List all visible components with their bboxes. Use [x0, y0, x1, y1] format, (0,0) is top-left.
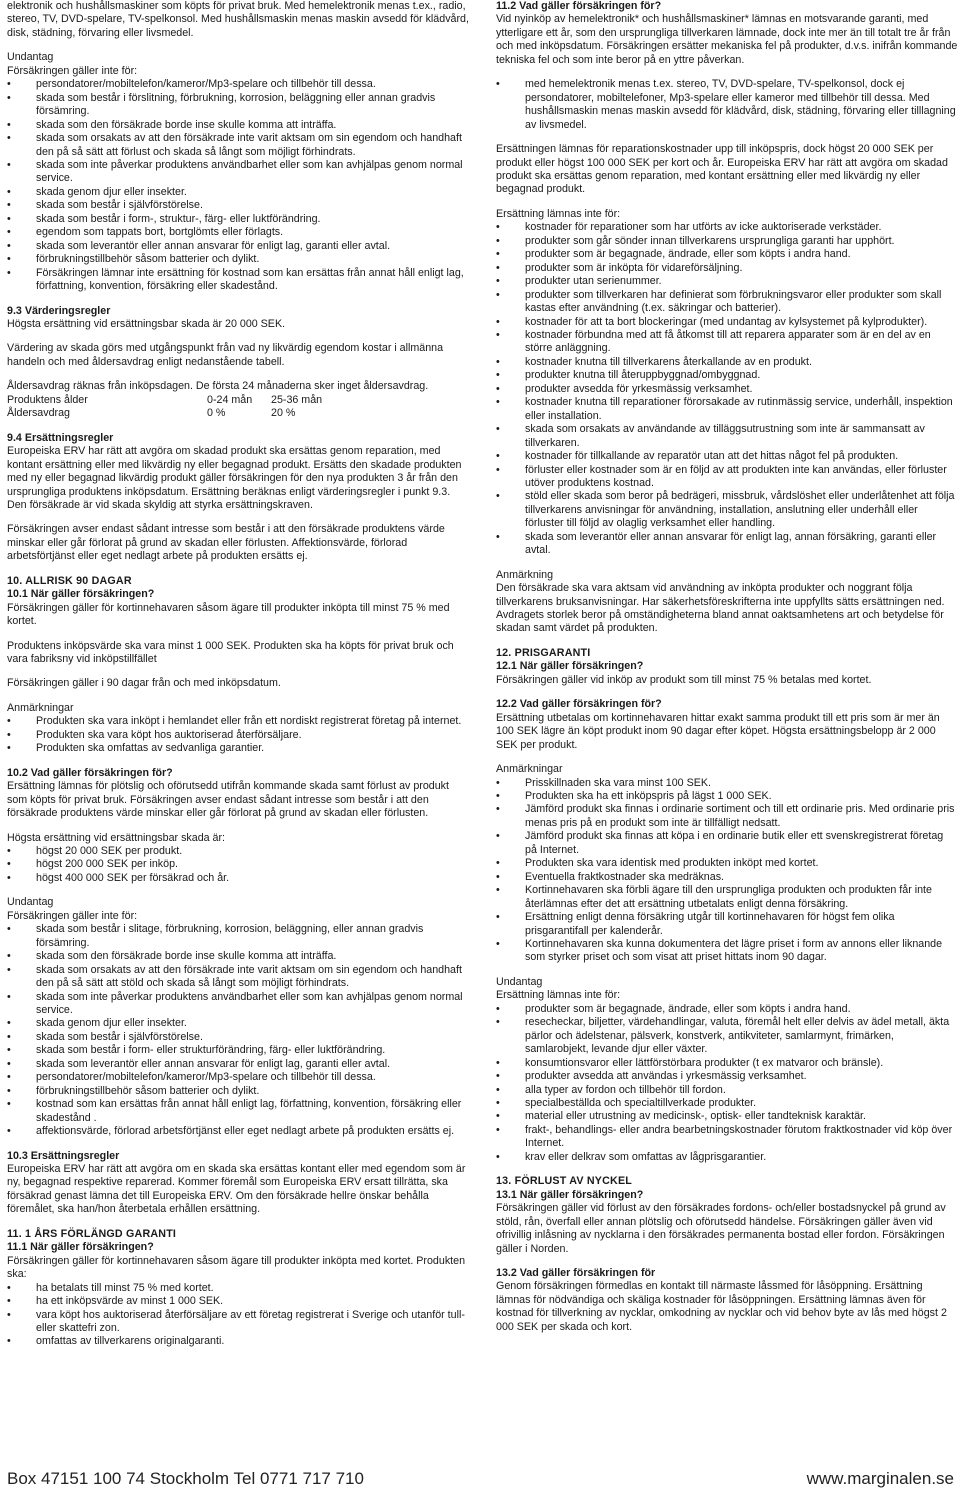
section-title: 11. 1 ÅRS FÖRLÄNGD GARANTI [7, 1227, 177, 1240]
right-column [496, 0, 958, 1334]
list-item: • kostnader knutna till tillverkarens återkallande av en produkt. [496, 356, 958, 369]
list-item: • kostnader förbundna med att få åtkomst till att reparera apparater som är en del av en större anläggning. [496, 329, 958, 356]
table-cell: Produktens ålder [7, 393, 88, 406]
paragraph: Ersättning lämnas för plötslig och oförutsedd utifrån kommande skada samt förlust av produkt som köpts för privat bruk. Försäkringen avser endast sådant intresse som består i att den försäkrade produktens värde minskar eller går förlorat på grund av skadan eller förlusten. [7, 780, 449, 820]
section-10-value [7, 640, 469, 667]
intro-block [7, 0, 469, 40]
section-12-2-remarks [496, 763, 958, 965]
list-item: • produkter som går sönder innan tillverkarens ursprungliga garanti har upphört. [496, 235, 958, 248]
section-11-2-definitions [496, 78, 958, 132]
paragraph: Försäkringen gäller i 90 dagar från och med inköpsdatum. [7, 677, 281, 690]
list-item: • skada som leverantör eller annan ansvarar för enligt lag, annan försäkring, garanti eller avtal. [496, 531, 958, 558]
list-item: • med hemelektronik menas t.ex. stereo, TV, DVD-spelare, TV-spelkonsol, dock ej persondatorer, mobiltelefoner, Mp3-spelare eller kameror med tillbehör till dessa. Med hushållsmaskin menas maskin avsedd för klädvård, disk, städning, förvaring eller tilllagning av livsmedel. [496, 78, 958, 132]
list-item: • Kortinnehavaren ska förbli ägare till den ursprungliga produkten och produkten får inte återlämnas efter det att ersättning utbetalats enligt denna försäkring. [496, 884, 958, 911]
section-heading: 10.3 Ersättningsregler [7, 1149, 120, 1162]
section-13-2 [496, 1267, 958, 1334]
section-heading: 13.1 När gäller försäkringen? [496, 1188, 644, 1201]
undantag-lead: Ersättning lämnas inte för: [496, 989, 621, 1002]
intro-text: elektronik och hushållsmaskiner som köpts för privat bruk. Med hemelektronik menas t.ex., radio, stereo, TV, DVD-spelare, TV-spelkonsol. Med hushållsmaskin menas maskin avsedd för klädvård, disk, städning, förvaring eller livsmedel. [7, 0, 469, 39]
remark-title: Anmärkning [496, 568, 554, 581]
table-cell: 0-24 mån [207, 393, 253, 406]
exclusions-lead: Ersättning lämnas inte för: [496, 207, 621, 220]
list-item: • skada som består i självförstörelse. [7, 1031, 469, 1044]
list-item: • konsumtionsvaror eller lättförstörbara produkter (t ex matvaror och bränsle). [496, 1057, 958, 1070]
list-item: • skada som inte påverkar produktens användbarhet eller som kan avhjälpas genom normal service. [7, 159, 469, 186]
undantag-list [7, 78, 469, 293]
section-10-3 [7, 1150, 469, 1217]
list-item: • affektionsvärde, förlorad arbetsförtjänst eller eget nedlagt arbete på produkten ersätts ej. [7, 1125, 469, 1138]
section-12 [496, 647, 958, 687]
list-item: • Prisskillnaden ska vara minst 100 SEK. [496, 777, 958, 790]
paragraph: Den försäkrade ska vara aktsam vid användning av inköpta produkter och noggrant följa tillverkarens bruksanvisningar. Har säkerhetsföreskrifterna inte uppfyllts sätts ersättningen ned. Avdragets storlek beror på omständigheterna bland annat oaktsamhetens art och betydelse för skadan samt värdet på produkten. [496, 582, 945, 635]
paragraph: Värdering av skada görs med utgångspunkt från vad ny likvärdig egendom kostar i allmänna handeln och med åldersavdrag enligt nedanstående tabell. [7, 342, 444, 368]
section-11 [7, 1228, 469, 1349]
section-heading: 12.1 När gäller försäkringen? [496, 660, 644, 673]
undantag-section-1 [7, 51, 469, 293]
undantag-title: Undantag [496, 975, 543, 988]
list-item: • frakt-, behandlings- eller andra bearbetningskostnader förutom fraktkostnader vid köp över Internet. [496, 1124, 958, 1151]
remarks-title: Anmärkningar [7, 701, 74, 714]
list-item: • kostnader för reparationer som har utförts av icke auktoriserade verkstäder. [496, 221, 958, 234]
list-item: • skada som består i form- eller strukturförändring, färg- eller luktförändring. [7, 1044, 469, 1057]
section-11-2 [496, 0, 958, 67]
remarks-list [496, 777, 958, 965]
undantag-list [496, 1003, 958, 1164]
list-item: • skada som består i form-, struktur-, färg- eller luktförändring. [7, 213, 469, 226]
undantag-title: Undantag [7, 896, 54, 909]
section-9-3-valuation [7, 342, 469, 369]
list-item: • kostnader knutna till reparationer förorsakade av rutinmässig service, underhåll, inspektion eller installation. [496, 396, 958, 423]
list-item: • Produkten ska vara köpt hos auktoriserad återförsäljare. [7, 729, 469, 742]
list-item: • Försäkringen lämnar inte ersättning för kostnad som kan ersättas från annat håll enligt lag, författning, konvention, försäkring eller skadestånd. [7, 267, 469, 294]
section-heading: 9.4 Ersättningsregler [7, 431, 114, 444]
list-item: • specialbeställda och specialtillverkade produkter. [496, 1097, 958, 1110]
undantag-lead: Försäkringen gäller inte för: [7, 909, 138, 922]
list-item: • kostnader för att ta bort blockeringar (med undantag av kylsystemet på kylprodukter). [496, 316, 958, 329]
list-item: • material eller utrustning av medicinsk-, optisk- eller tandteknisk karaktär. [496, 1110, 958, 1123]
list-item: • Jämförd produkt ska finnas i ordinarie sortiment och till ett ordinarie pris. Med ordinarie pris menas pris på en produkt som inte är tillfälligt nedsatt. [496, 803, 958, 830]
list-item: • skada som orsakats av att den försäkrade inte varit aktsam om sin egendom och handhaft den på så sätt att stöld och skada så långt som möjligt förhindrats. [7, 964, 469, 991]
paragraph: Europeiska ERV har rätt att avgöra om en skada ska ersättas kontant eller med egendom som är ny, begagnad respektive reparerad. Kommer föremål som Europeiska ERV ersatt tillrätta, ska försäkrad genast lämna det till Europeiska ERV. Om den försäkrade hellre önskar behålla föremålet, ska han/hon återbetala erhållen ersättning. [7, 1162, 466, 1216]
list-item: • Produkten ska omfattas av sedvanliga garantier. [7, 742, 469, 755]
list-item: • Jämförd produkt ska finnas att köpa i en ordinarie butik eller ett svenskregistrerat företag på Internet. [496, 830, 958, 857]
paragraph: Försäkringen avser endast sådant intresse som består i att den försäkrade produktens värde minskar eller går förlorat på grund av skadan eller förlusten. Affektionsvärde, förlorad arbetsförtjänst eller eget nedlagt arbete på produkten ersätts ej. [7, 523, 445, 563]
requirements-list [7, 1282, 469, 1349]
section-heading: 10.2 Vad gäller försäkringen för? [7, 766, 173, 779]
list-item: • persondatorer/mobiltelefon/kameror/Mp3-spelare och tillbehör till dessa. [7, 78, 469, 91]
list-item: • skada som består i självförstörelse. [7, 199, 469, 212]
list-item: • förbrukningstillbehör såsom batterier och dylikt. [7, 1085, 469, 1098]
limits-list [7, 845, 469, 885]
list-item: • högst 400 000 SEK per försäkrad och år. [7, 872, 469, 885]
list-item: • skada som den försäkrade borde inse skulle komma att inträffa. [7, 950, 469, 963]
list-item: • Ersättning enligt denna försäkring utgår till kortinnehavaren för högst fem olika prisgarantifall per kalenderår. [496, 911, 958, 938]
list-item: • Produkten ska ha ett inköpspris på lägst 1 000 SEK. [496, 790, 958, 803]
list-item: • vara köpt hos auktoriserad återförsäljare av ett företag registrerat i Sverige och utanför tull- eller skattefri zon. [7, 1309, 469, 1336]
section-heading: 11.1 När gäller försäkringen? [7, 1241, 154, 1254]
list-item: • kostnader för tillkallande av reparatör utan att det hittas något fel på produkten. [496, 450, 958, 463]
list-item: • produkter utan serienummer. [496, 275, 958, 288]
section-heading: 9.3 Värderingsregler [7, 304, 111, 317]
section-title: 12. PRISGARANTI [496, 646, 591, 659]
undantag-list [7, 923, 469, 1138]
section-9-4 [7, 432, 469, 513]
paragraph: Åldersavdrag räknas från inköpsdagen. De första 24 månaderna sker inget åldersavdrag. [7, 380, 429, 393]
list-item: • skada genom djur eller insekter. [7, 186, 469, 199]
list-item: • produkter avsedda att användas i yrkesmässig verksamhet. [496, 1070, 958, 1083]
footer-website-link[interactable]: www.marginalen.se [806, 1469, 954, 1488]
section-10-2 [7, 767, 469, 821]
paragraph: Genom försäkringen förmedlas en kontakt till närmaste låssmed för låsöppning. Ersättning lämnas för nödvändiga och skäliga kostnader för låsöppningen. Ersättning lämnas även för kostnad för tillverkning av nycklar, omkodning av nycklar och vid behov byte av lås med högst 2 000 SEK per skada och kort. [496, 1280, 947, 1333]
section-10-period [7, 677, 469, 690]
list-item: • Kortinnehavaren ska kunna dokumentera det lägre priset i form av annons eller liknande som styrker priset och som visat att priset hittats inom 90 dagar. [496, 938, 958, 965]
list-item: • produkter som är begagnade, ändrade, eller som köpts i andra hand. [496, 248, 958, 261]
list-item: • kostnad som kan ersättas från annat håll enligt lag, författning, konvention, försäkring eller skadestånd . [7, 1098, 469, 1125]
list-item: • skada som den försäkrade borde inse skulle komma att inträffa. [7, 119, 469, 132]
list-item: • krav eller delkrav som omfattas av lågprisgarantier. [496, 1151, 958, 1164]
list-item: • högst 200 000 SEK per inköp. [7, 858, 469, 871]
paragraph: Försäkringen gäller vid inköp av produkt som till minst 75 % betalas med kortet. [496, 673, 872, 686]
age-deduction-table [7, 394, 322, 421]
paragraph: Produktens inköpsvärde ska vara minst 1 000 SEK. Produkten ska ha köpts för privat bruk och vara fabriksny vid inköpstillfället [7, 639, 454, 666]
table-cell: 0 % [207, 407, 226, 420]
remarks-title: Anmärkningar [496, 763, 563, 776]
list-item: • produkter knutna till återuppbyggnad/ombyggnad. [496, 369, 958, 382]
list-item: • skada som orsakats av användande av tilläggsutrustning som inte är sammansatt av tillverkaren. [496, 423, 958, 450]
paragraph: Ersättningen lämnas för reparationskostnader upp till inköpspris, dock högst 20 000 SEK per produkt eller högst 100 000 SEK per kort och år. Europeiska ERV har rätt att avgöra om skadad produkt ska ersättas genom reparation, med kontant ersättning eller med likvärdig ny eller begagnad produkt. [496, 143, 948, 196]
paragraph: Vid nyinköp av hemelektronik* och hushållsmaskiner* lämnas en motsvarande garanti, med ytterligare ett år, som den ursprungliga tillverkaren lämnade, dock inte mer än till totalt tre år från och med inköpsdatum. Försäkringen ersätter mekaniska fel på produkter, d.v.s. inifrån kommande tekniska fel och som inte beror på en yttre påverkan. [496, 13, 958, 66]
list-item: • ha ett inköpsvärde av minst 1 000 SEK. [7, 1295, 469, 1308]
table-cell: 20 % [271, 407, 296, 420]
paragraph: Ersättning utbetalas om kortinnehavaren hittar exakt samma produkt till ett pris som är mer än 100 SEK lägre än köpt produkt inom 90 dagar efter köpet. Högsta ersättningsbelopp är 2 000 SEK per produkt. [496, 711, 940, 751]
section-10-2-limits [7, 832, 469, 886]
list-item: • skada genom djur eller insekter. [7, 1017, 469, 1030]
remark-section [496, 569, 958, 636]
list-item: • Produkten ska vara inköpt i hemlandet eller från ett nordiskt registrerat företag på internet. [7, 715, 469, 728]
list-item: • resecheckar, biljetter, värdehandlingar, valuta, föremål helt eller delvis av ädel metall, äkta pärlor och ädelstenar, pälsverk, konstverk, antikviteter, samlarmynt, frimärken, samlarobjekt, levande djur eller växter. [496, 1016, 958, 1056]
section-12-2 [496, 698, 958, 752]
section-9-3 [7, 305, 469, 332]
footer-address: Box 47151 100 74 Stockholm Tel 0771 717 710 [7, 1469, 364, 1488]
list-item: • skada som leverantör eller annan ansvarar för enligt lag, garanti eller avtal. [7, 1058, 469, 1071]
section-heading: 11.2 Vad gäller försäkringen för? [496, 0, 662, 12]
section-10 [7, 575, 469, 629]
left-column [7, 0, 469, 1349]
section-heading: 13.2 Vad gäller försäkringen för [496, 1266, 656, 1279]
list-item: • produkter som är inköpta för vidareförsäljning. [496, 262, 958, 275]
section-9-3-age [7, 380, 469, 420]
list-item: • förluster eller kostnader som är en följd av att produkten inte kan användas, eller förluster utöver produktens kostnad. [496, 464, 958, 491]
undantag-section-2 [7, 896, 469, 1138]
list-item: • Eventuella fraktkostnader ska medräknas. [496, 871, 958, 884]
section-10-remarks [7, 702, 469, 756]
section-title: 10. ALLRISK 90 DAGAR [7, 574, 132, 587]
list-item: • omfattas av tillverkarens originalgaranti. [7, 1335, 469, 1348]
section-heading: 10.1 När gäller försäkringen? [7, 588, 155, 601]
remarks-list [7, 715, 469, 755]
list-item: • skada som består i slitage, förbrukning, korrosion, beläggning, eller annan gradvis försämring. [7, 923, 469, 950]
list-item: • produkter som är begagnade, ändrade, eller som köpts i andra hand. [496, 1003, 958, 1016]
paragraph: Högsta ersättning vid ersättningsbar skada är: [7, 831, 226, 844]
paragraph: Försäkringen gäller för kortinnehavaren såsom ägare till produkter inköpta med kortet. Produkten ska: [7, 1254, 466, 1281]
paragraph: Försäkringen gäller vid förlust av den försäkrades fordons- och/eller bostadsnyckel på grund av stöld, rån, överfall eller annan plötslig och oförutsedd händelse. Försäkringen gäller även vid ofrivillig inlåsning av nycklarna i den försäkrades permanenta bostad eller fordon. Försäkringen gäller i Norden. [496, 1202, 946, 1255]
undantag-title: Undantag [7, 51, 54, 64]
exclusions-section [496, 208, 958, 558]
list-item: • produkter avsedda för yrkesmässig verksamhet. [496, 383, 958, 396]
paragraph: Försäkringen gäller för kortinnehavaren såsom ägare till produkter inköpta till minst 75 % med kortet. [7, 601, 450, 628]
table-cell: 25-36 mån [271, 393, 323, 406]
list-item: • egendom som tappats bort, bortglömts eller förlagts. [7, 226, 469, 239]
list-item: • produkter som tillverkaren har definierat som förbrukningsvaror eller produkter som skall kastas efter användning (t.ex. säkringar och batterier). [496, 289, 958, 316]
paragraph: Högsta ersättning vid ersättningsbar skada är 20 000 SEK. [7, 317, 286, 330]
list-item: • persondatorer/mobiltelefon/kameror/Mp3-spelare och tillbehör till dessa. [7, 1071, 469, 1084]
paragraph: Europeiska ERV har rätt att avgöra om skadad produkt ska ersättas genom reparation, med kontant ersättning eller med likvärdig ny eller begagnad produkt. Ersätts den skadade produkten med ny eller begagnad likvärdig produkt gäller försäkringen för den nya produkten 3 år från den ursprungliga produktens inköpsdatum. Ersättning beräknas enligt värderingsregler i punkt 9.3. Den försäkrade är vid skada skyldig att styrka ersättningskraven. [7, 445, 462, 511]
list-item: • skada som leverantör eller annan ansvarar för enligt lag, garanti eller avtal. [7, 240, 469, 253]
list-item: • ha betalats till minst 75 % med kortet. [7, 1282, 469, 1295]
section-13 [496, 1175, 958, 1256]
section-heading: 12.2 Vad gäller försäkringen för? [496, 698, 662, 711]
list-item: • skada som består i förslitning, förbrukning, korrosion, beläggning eller annan gradvis försämring. [7, 92, 469, 119]
exclusions-list [496, 221, 958, 557]
list-item: • stöld eller skada som beror på bedrägeri, missbruk, vårdslöshet eller underlåtenhet att följa tillverkarens anvisningar för användning, installation, anslutning eller underhåll eller förluster till följd av olaglig verksamhet eller handling. [496, 490, 958, 530]
table-row [7, 407, 322, 420]
section-title: 13. FÖRLUST AV NYCKEL [496, 1175, 633, 1188]
list-item: • skada som orsakats av att den försäkrade inte varit aktsam om sin egendom och handhaft den på så sätt att förlust och skada så långt som möjligt förhindrats. [7, 132, 469, 159]
table-row [7, 394, 322, 407]
list-item: • högst 20 000 SEK per produkt. [7, 845, 469, 858]
section-11-2-compensation [496, 143, 958, 197]
section-9-4-scope [7, 523, 469, 563]
list-item: • alla typer av fordon och tillbehör till fordon. [496, 1084, 958, 1097]
undantag-lead: Försäkringen gäller inte för: [7, 64, 138, 77]
list-item: • skada som inte påverkar produktens användbarhet eller som kan avhjälpas genom normal service. [7, 991, 469, 1018]
definitions-list [496, 78, 958, 132]
list-item: • Produkten ska vara identisk med produkten inköpt med kortet. [496, 857, 958, 870]
undantag-section-right [496, 976, 958, 1164]
table-cell: Åldersavdrag [7, 407, 70, 420]
list-item: • förbrukningstillbehör såsom batterier och dylikt. [7, 253, 469, 266]
